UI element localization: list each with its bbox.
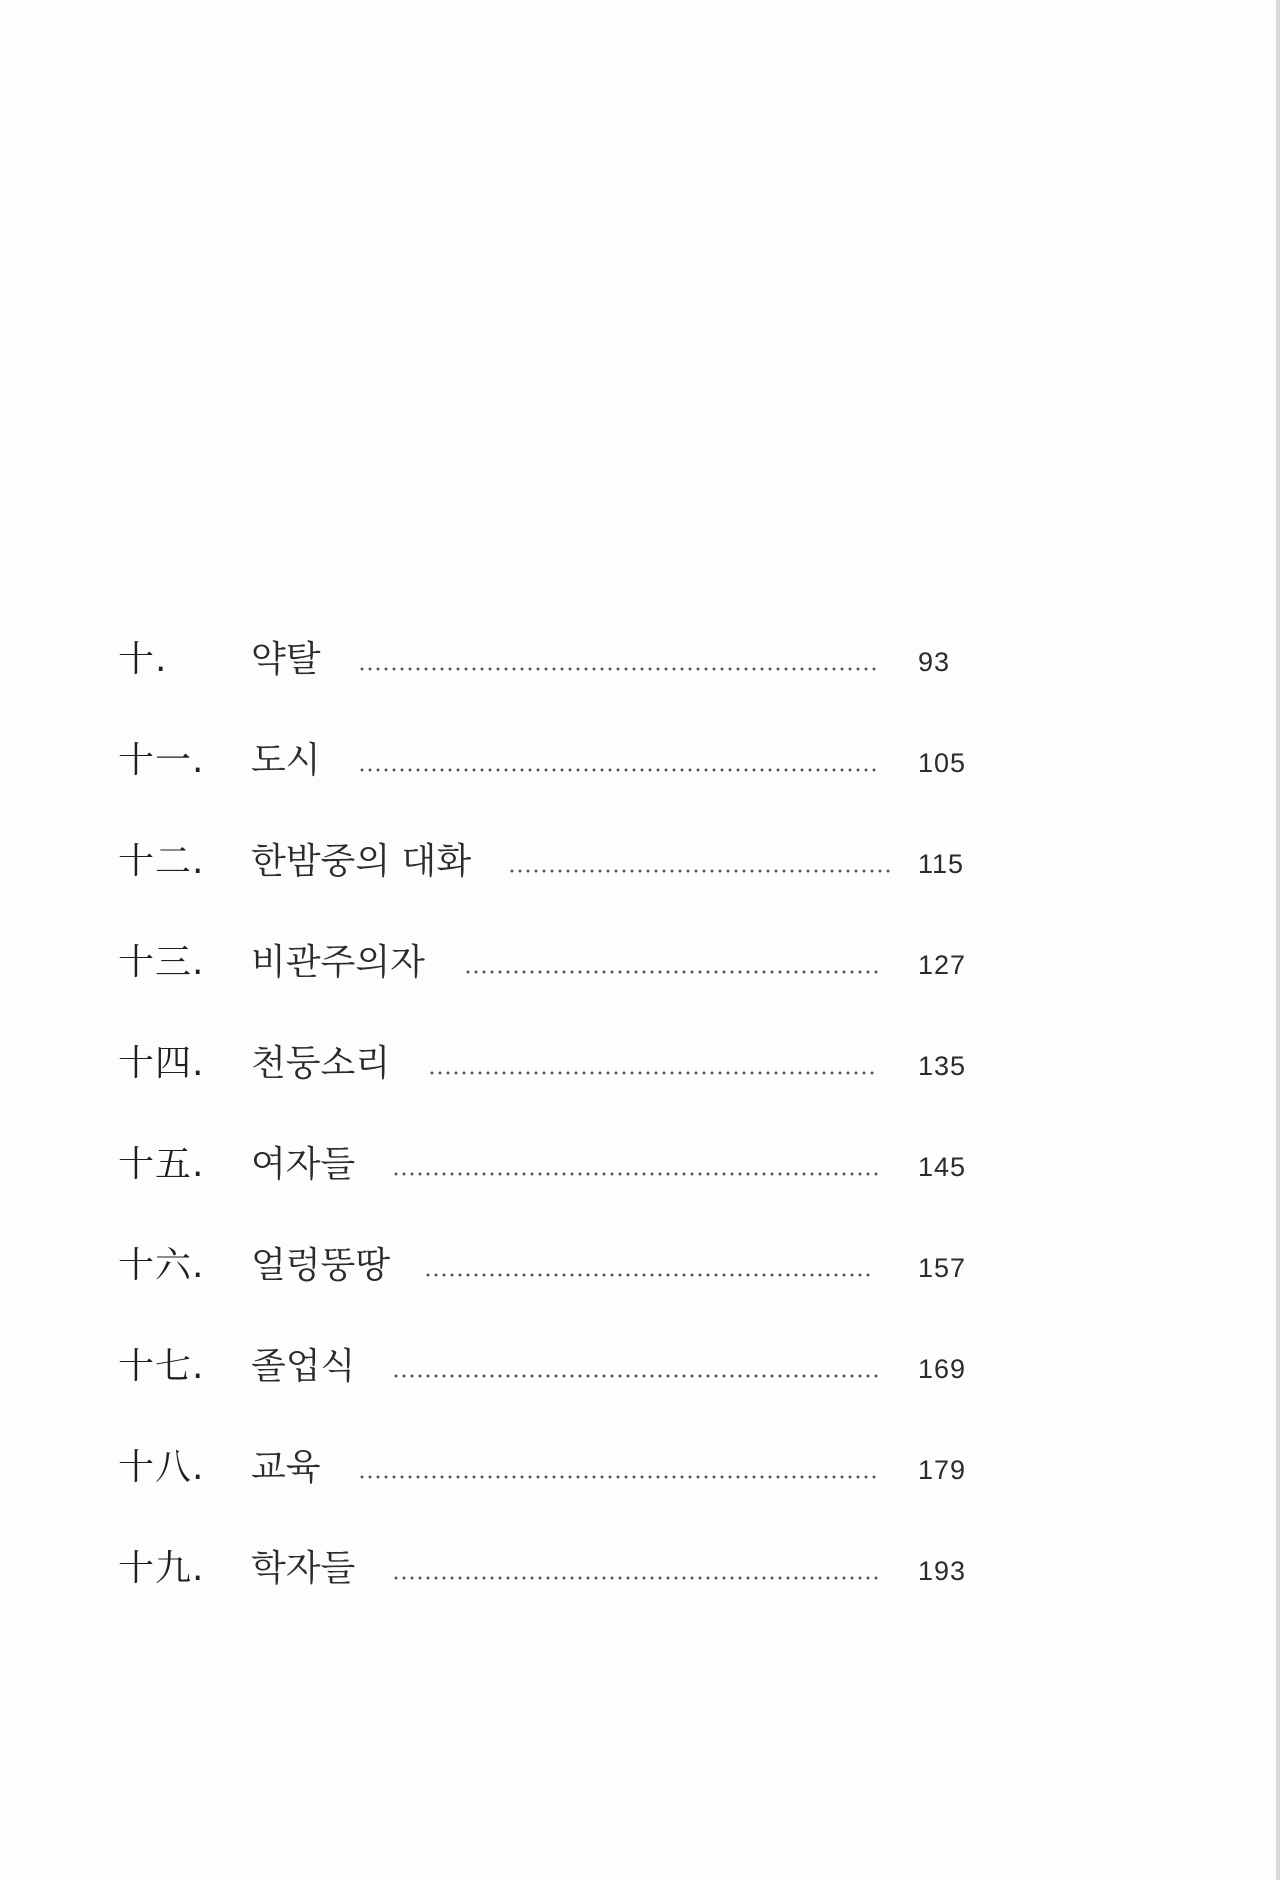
page-number: 93 — [918, 647, 951, 677]
chapter-number: 十二. — [118, 841, 205, 882]
page-number: 135 — [918, 1051, 967, 1081]
page-number: 105 — [918, 748, 967, 778]
chapter-title: 약탈 — [251, 639, 321, 680]
page-number: 157 — [918, 1253, 967, 1283]
page-number: 179 — [918, 1455, 967, 1485]
dot-leader — [392, 1576, 880, 1580]
chapter-title: 도시 — [251, 740, 321, 781]
toc-entry — [118, 1541, 998, 1642]
chapter-title: 여자들 — [251, 1144, 356, 1185]
page-number: 169 — [918, 1354, 967, 1384]
chapter-title: 졸업식 — [251, 1346, 356, 1387]
dot-leader — [508, 869, 892, 873]
dot-leader — [358, 1475, 878, 1479]
toc-entry — [118, 733, 998, 834]
toc-entry — [118, 935, 998, 1036]
chapter-number: 十八. — [118, 1447, 205, 1488]
toc-entry — [118, 1238, 998, 1339]
chapter-title: 교육 — [251, 1447, 321, 1488]
page-edge — [1276, 0, 1280, 1880]
table-of-contents — [118, 632, 998, 1642]
page-number: 145 — [918, 1152, 967, 1182]
dot-leader — [464, 970, 880, 974]
chapter-title: 비관주의자 — [251, 942, 425, 983]
toc-entry — [118, 1137, 998, 1238]
toc-entry — [118, 1440, 998, 1541]
toc-entry — [118, 632, 998, 733]
toc-entry — [118, 1036, 998, 1137]
dot-leader — [392, 1374, 880, 1378]
chapter-title: 얼렁뚱땅 — [251, 1245, 391, 1286]
chapter-title: 학자들 — [251, 1548, 356, 1589]
dot-leader — [424, 1273, 872, 1277]
chapter-number: 十. — [118, 639, 168, 680]
chapter-number: 十三. — [118, 942, 205, 983]
chapter-title: 한밤중의 대화 — [251, 841, 472, 882]
page-number: 193 — [918, 1556, 967, 1586]
chapter-number: 十九. — [118, 1548, 205, 1589]
chapter-number: 十一. — [118, 740, 205, 781]
chapter-number: 十五. — [118, 1144, 205, 1185]
toc-entry — [118, 834, 998, 935]
dot-leader — [428, 1071, 876, 1075]
toc-entry — [118, 1339, 998, 1440]
chapter-title: 천둥소리 — [251, 1043, 391, 1084]
page-number: 115 — [918, 849, 965, 879]
chapter-number: 十六. — [118, 1245, 205, 1286]
page-number: 127 — [918, 950, 967, 980]
chapter-number: 十四. — [118, 1043, 205, 1084]
chapter-number: 十七. — [118, 1346, 205, 1387]
dot-leader — [358, 768, 878, 772]
dot-leader — [392, 1172, 880, 1176]
dot-leader — [358, 667, 878, 671]
